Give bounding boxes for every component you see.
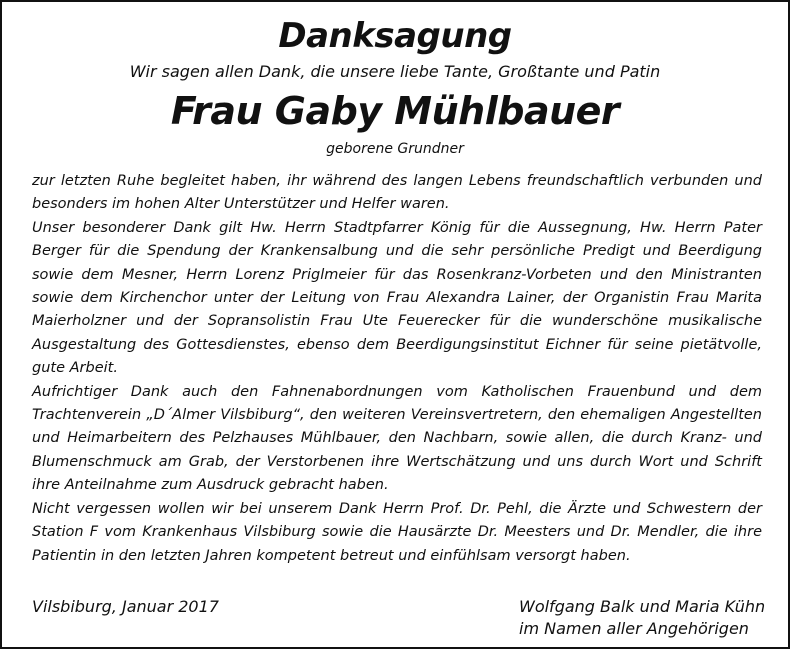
signature-block [519,596,765,640]
body-text [32,170,762,568]
place-date: Vilsbiburg, Januar 2017 [32,597,219,616]
deceased-name: Frau Gaby Mühlbauer [170,89,620,133]
intro-line: Wir sagen allen Dank, die unsere liebe Tante, Großtante und Patin [129,62,661,81]
signature-line-1: Wolfgang Balk und Maria Kühn [519,597,766,616]
paragraph-3: Aufrichtiger Dank auch den Fahnenabordnungen vom Katholischen Frauenbund und dem Trachtenverein „D´Almer Vilsbiburg“, den weiteren Vereinsvertretern, den ehemaligen Angestellten und Heimarbeitern des Pelzhauses Mühlbauer, den Nachbarn, sowie allen, die durch Kranz- und Blumenschmuck am Grab, der Verstorbenen ihre Wertschätzung und uns durch Wort und Schrift ihre Anteilnahme zum Ausdruck gebracht haben. [32,383,762,494]
paragraph-4: Nicht vergessen wollen wir bei unserem Dank Herrn Prof. Dr. Pehl, die Ärzte und Schwestern der Station F vom Krankenhaus Vilsbiburg sowie die Hausärzte Dr. Meesters und Dr. Mendler, die ihre Patientin in den letzten Jahren kompetent betreut und einfühlsam versorgt haben. [32,500,762,564]
paragraph-2: Unser besonderer Dank gilt Hw. Herrn Stadtpfarrer König für die Aussegnung, Hw. Herrn Pater Berger für die Spendung der Krankensalbung und die sehr persönliche Predigt und Beerdigung sowie dem Mesner, Herrn Lorenz Priglmeier für das Rosenkranz-Vorbeten und den Ministranten sowie dem Kirchenchor unter der Leitung von Frau Alexandra Lainer, der Organistin Frau Marita Maierholzner und der Sopransolistin Frau Ute Feuerecker für die wunderschöne musikalische Ausgestaltung des Gottesdienstes, ebenso dem Beerdigungsinstitut Eichner für seine pietätvolle, gute Arbeit. [32,219,762,377]
birth-name: geborene Grundner [326,141,464,157]
signature-line-2: im Namen aller Angehörigen [519,619,749,638]
notice-title: Danksagung [278,16,512,56]
paragraph-1: zur letzten Ruhe begleitet haben, ihr während des langen Lebens freundschaftlich verbunden und besonders im hohen Alter Unterstützer und Helfer waren. [32,173,762,213]
